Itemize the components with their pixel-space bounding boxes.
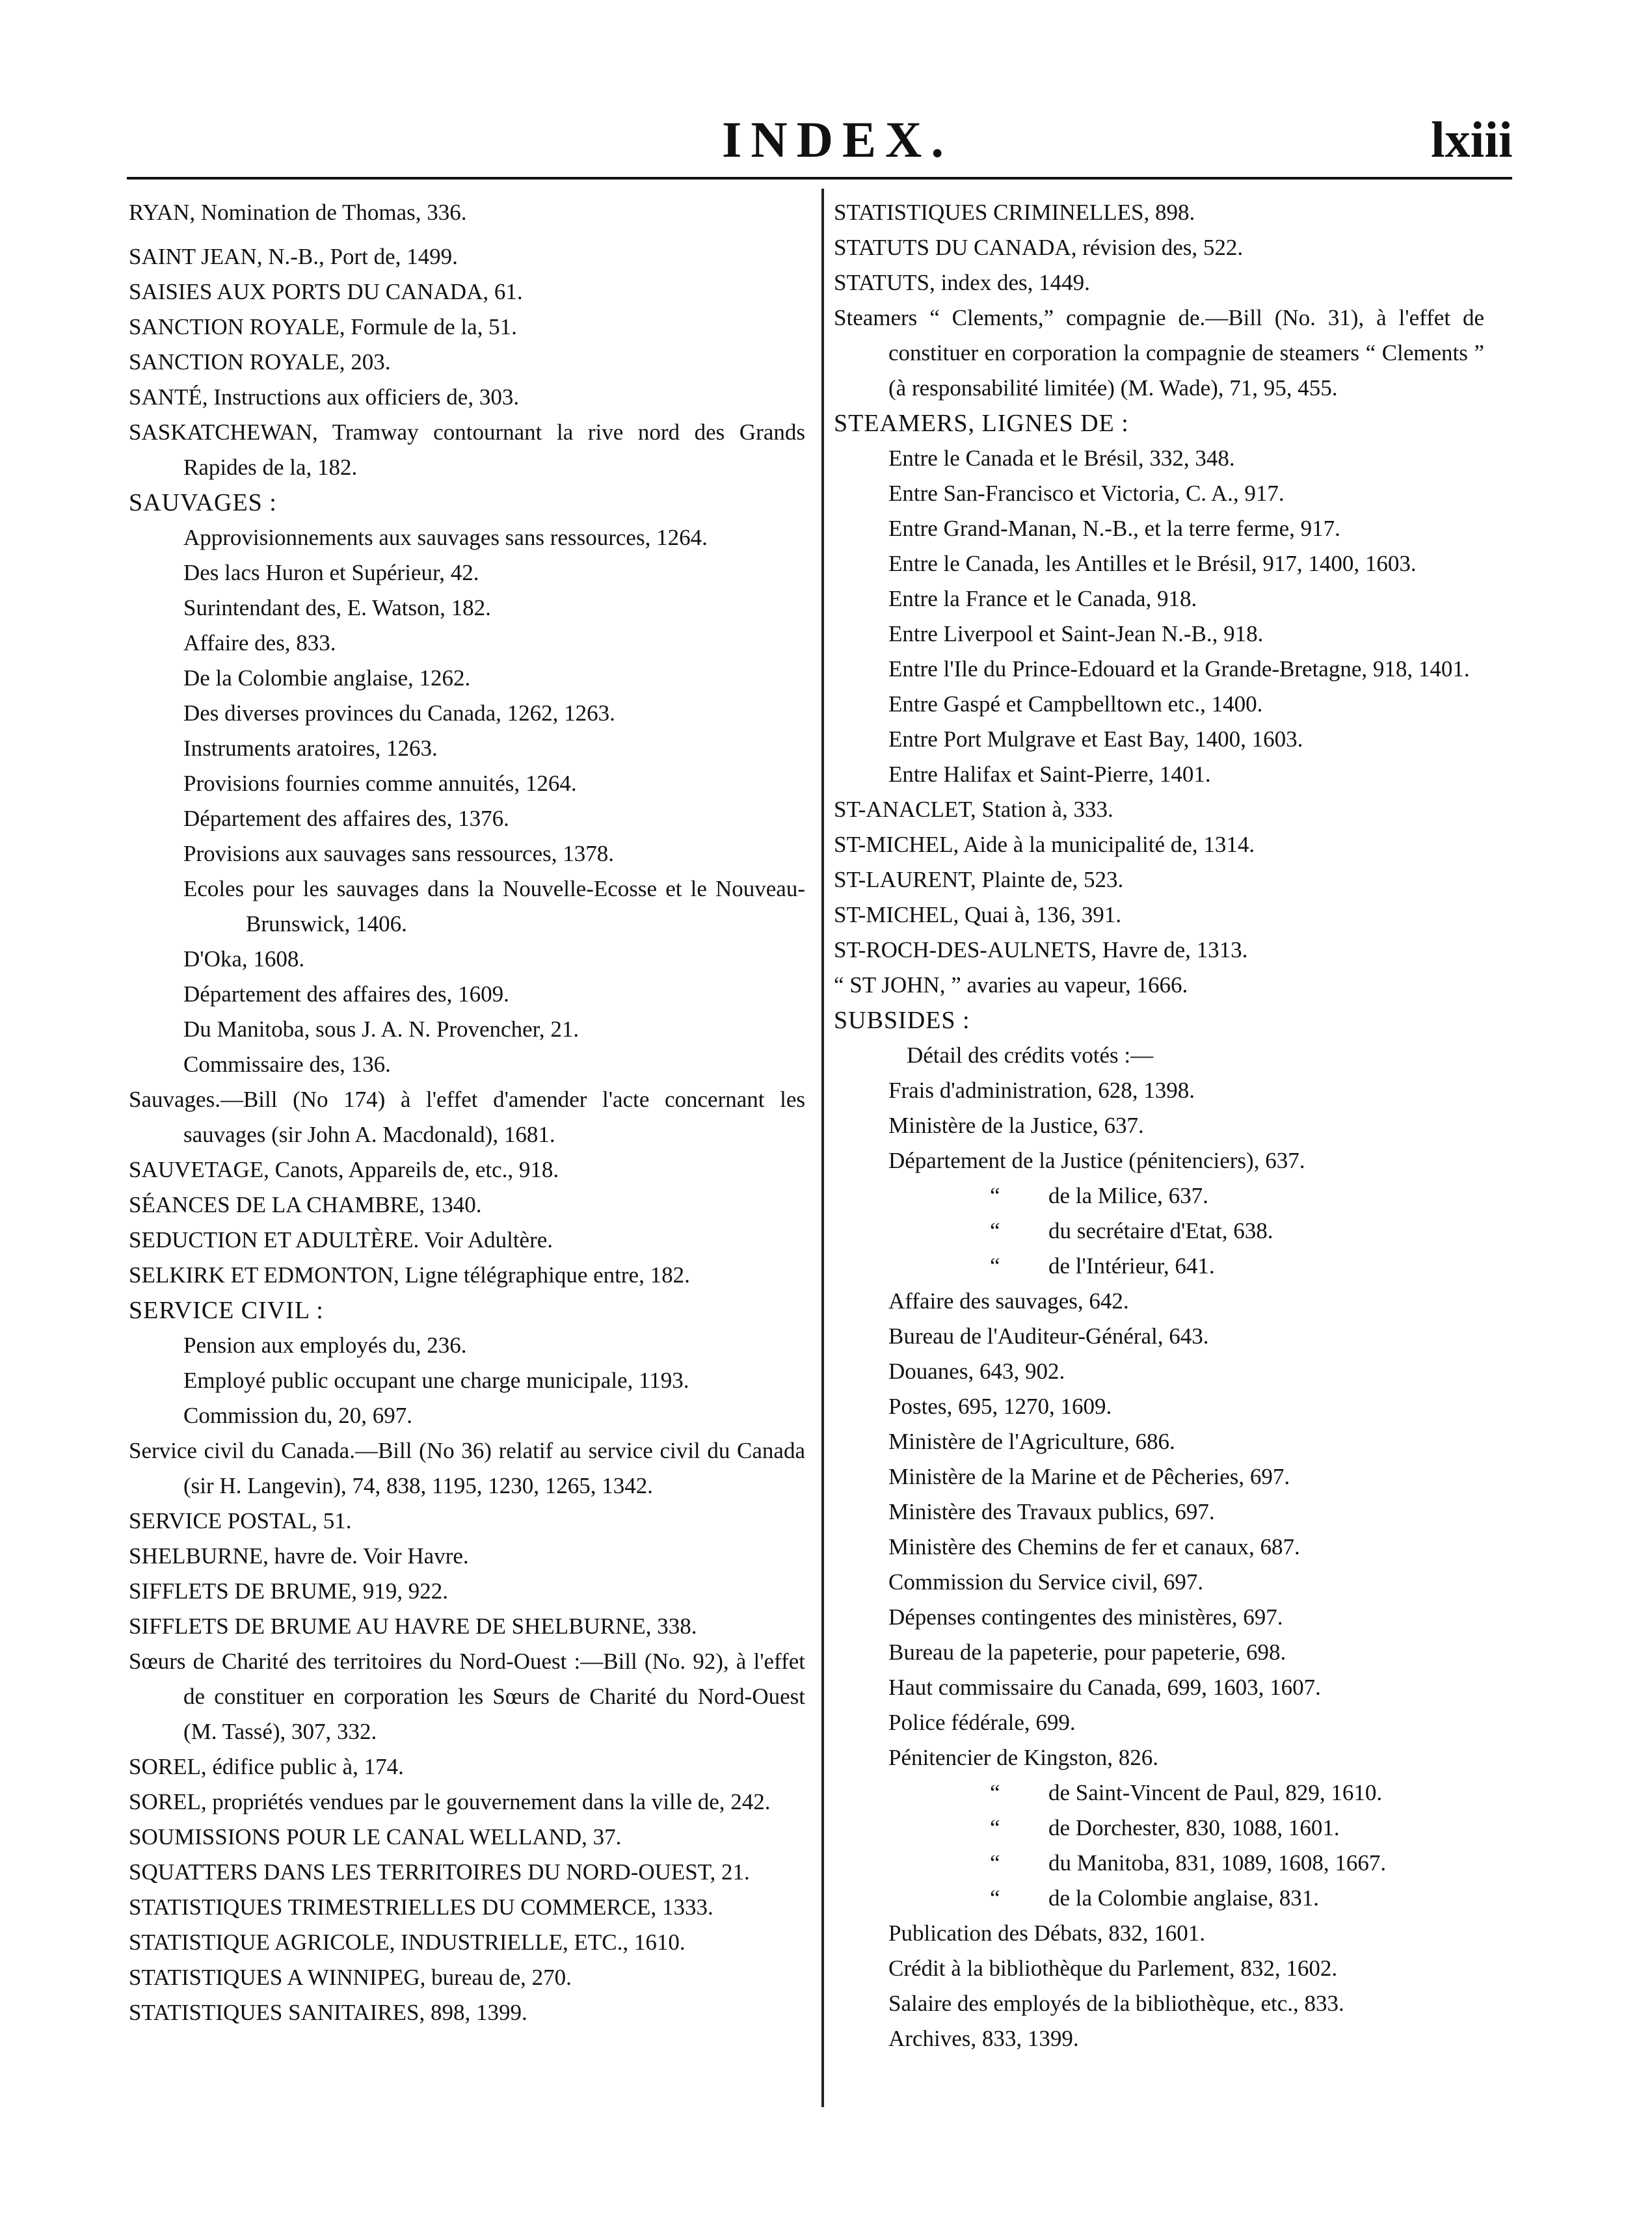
index-entry (129, 1925, 805, 1960)
index-entry (129, 1890, 805, 1925)
index-entry (834, 265, 1484, 300)
index-entry (129, 380, 805, 415)
index-entry (129, 1152, 805, 1188)
index-entry-text: STATISTIQUES A WINNIPEG, bureau de, 270. (129, 1965, 572, 1990)
index-entry-text: Pénitencier de Kingston, 826. (888, 1745, 1159, 1770)
index-entry (834, 617, 1484, 652)
index-entry-text: SAUVAGES : (129, 489, 277, 516)
index-entry (834, 1459, 1484, 1494)
index-entry (834, 1319, 1484, 1354)
index-entry (834, 1530, 1484, 1565)
index-entry (129, 1258, 805, 1293)
index-entry (834, 1249, 1484, 1284)
index-entry-text: ST-ROCH-DES-AULNETS, Havre de, 1313. (834, 937, 1248, 962)
index-entry-text: du Manitoba, 831, 1089, 1608, 1667. (1048, 1850, 1387, 1876)
index-entry-text: Surintendant des, E. Watson, 182. (183, 595, 491, 620)
index-entry (129, 1820, 805, 1855)
index-entry-text: Commission du Service civil, 697. (888, 1569, 1204, 1595)
index-entry (834, 862, 1484, 897)
index-entry (129, 591, 805, 626)
index-entry-text: SIFFLETS DE BRUME AU HAVRE DE SHELBURNE, 338. (129, 1613, 697, 1639)
index-entry-text: Détail des crédits votés :— (907, 1042, 1154, 1068)
index-entry (129, 485, 805, 520)
index-entry (129, 310, 805, 345)
index-entry (834, 1705, 1484, 1740)
index-entry-text: De la Colombie anglaise, 1262. (183, 665, 471, 691)
index-entry-text: Département des affaires des, 1609. (183, 981, 509, 1007)
ditto-mark: “ (990, 1815, 1000, 1840)
index-entry (834, 230, 1484, 265)
index-entry (834, 792, 1484, 827)
index-entry-text: de l'Intérieur, 641. (1048, 1253, 1215, 1279)
index-entry-text: Entre Grand-Manan, N.-B., et la terre ferme, 917. (888, 516, 1340, 541)
index-entry-text: SIFFLETS DE BRUME, 919, 922. (129, 1578, 449, 1604)
index-entry-text: SOREL, édifice public à, 174. (129, 1754, 404, 1779)
page-number: lxiii (1431, 111, 1513, 168)
index-entry (129, 1328, 805, 1363)
index-entry (834, 1670, 1484, 1705)
index-entry (834, 1214, 1484, 1249)
index-entry (834, 1600, 1484, 1635)
index-entry-text: Publication des Débats, 832, 1601. (888, 1920, 1206, 1946)
index-entry-text: Archives, 833, 1399. (888, 2026, 1079, 2051)
index-column-left (129, 195, 805, 2030)
index-entry-text: Provisions fournies comme annuités, 1264. (183, 771, 577, 796)
index-entry (834, 581, 1484, 617)
index-entry-text: Provisions aux sauvages sans ressources, 1378. (183, 841, 614, 866)
index-entry-text: Entre le Canada, les Antilles et le Brésil, 917, 1400, 1603. (888, 551, 1417, 576)
index-entry-text: Pension aux employés du, 236. (183, 1333, 467, 1358)
ditto-mark: “ (990, 1850, 1000, 1876)
index-entry-text: Des diverses provinces du Canada, 1262, 1263. (183, 700, 615, 726)
index-entry (129, 1047, 805, 1082)
column-divider (821, 189, 824, 2107)
index-entry-text: STEAMERS, LIGNES DE : (834, 410, 1129, 437)
index-entry (834, 476, 1484, 511)
index-entry-text: du secrétaire d'Etat, 638. (1048, 1218, 1273, 1243)
index-entry (834, 1635, 1484, 1670)
index-entry (834, 1494, 1484, 1530)
index-entry-text: ST-LAURENT, Plainte de, 523. (834, 867, 1124, 892)
index-entry-text: Haut commissaire du Canada, 699, 1603, 1607. (888, 1675, 1321, 1700)
ditto-mark: “ (990, 1780, 1000, 1805)
index-entry-text: Entre l'Ile du Prince-Edouard et la Grande-Bretagne, 918, 1401. (888, 656, 1470, 682)
index-entry (129, 977, 805, 1012)
index-entry-text: SÉANCES DE LA CHAMBRE, 1340. (129, 1192, 482, 1217)
index-entry (129, 274, 805, 310)
index-entry (129, 1082, 805, 1152)
index-entry-text: Ministère des Chemins de fer et canaux, 687. (888, 1534, 1300, 1560)
index-entry (129, 1855, 805, 1890)
index-entry (834, 1951, 1484, 1986)
index-entry-text: STATISTIQUES CRIMINELLES, 898. (834, 200, 1195, 225)
index-entry-text: Commissaire des, 136. (183, 1052, 391, 1077)
index-entry (129, 801, 805, 836)
index-entry-text: STATUTS DU CANADA, révision des, 522. (834, 235, 1244, 260)
index-entry (834, 195, 1484, 230)
index-entry (129, 661, 805, 696)
index-entry (129, 415, 805, 485)
index-entry-text: Entre Gaspé et Campbelltown etc., 1400. (888, 691, 1263, 717)
index-entry (834, 1389, 1484, 1424)
index-entry-text: SEDUCTION ET ADULTÈRE. Voir Adultère. (129, 1227, 553, 1253)
index-entry (834, 1284, 1484, 1319)
index-entry-text: Ministère de la Marine et de Pêcheries, 697. (888, 1464, 1290, 1489)
index-entry-text: de Saint-Vincent de Paul, 829, 1610. (1048, 1780, 1383, 1805)
index-entry-text: Police fédérale, 699. (888, 1710, 1076, 1735)
index-entry (834, 1846, 1484, 1881)
index-entry (129, 1188, 805, 1223)
index-entry-text: Bureau de la papeterie, pour papeterie, 698. (888, 1640, 1286, 1665)
index-entry-text: SAUVETAGE, Canots, Appareils de, etc., 918. (129, 1157, 559, 1182)
index-entry (129, 1012, 805, 1047)
index-entry (129, 1398, 805, 1433)
index-entry (129, 1433, 805, 1504)
index-entry-text: Entre Liverpool et Saint-Jean N.-B., 918. (888, 621, 1264, 646)
index-entry-text: “ ST JOHN, ” avaries au vapeur, 1666. (834, 972, 1188, 998)
index-entry (834, 652, 1484, 687)
index-entry-text: SOUMISSIONS POUR LE CANAL WELLAND, 37. (129, 1824, 622, 1850)
index-entry-text: Ministère des Travaux publics, 697. (888, 1499, 1215, 1524)
index-entry (834, 511, 1484, 546)
index-entry (129, 1995, 805, 2030)
index-entry-text: Ministère de l'Agriculture, 686. (888, 1429, 1175, 1454)
index-entry (834, 722, 1484, 757)
index-entry (834, 968, 1484, 1003)
index-entry (834, 1038, 1484, 1073)
index-entry (834, 1811, 1484, 1846)
index-entry (834, 1178, 1484, 1214)
index-entry (129, 1609, 805, 1644)
index-entry-text: SASKATCHEWAN, Tramway contournant la rive nord des Grands Rapides de la, 182. (129, 419, 805, 480)
index-entry (834, 1775, 1484, 1811)
index-entry-text: SOREL, propriétés vendues par le gouvernement dans la ville de, 242. (129, 1789, 771, 1814)
index-entry-text: SANCTION ROYALE, Formule de la, 51. (129, 314, 517, 339)
page-header (0, 98, 1652, 169)
index-entry-text: Postes, 695, 1270, 1609. (888, 1394, 1112, 1419)
index-entry-text: Steamers “ Clements,” compagnie de.—Bill (No. 31), à l'effet de constituer en corporation la compagnie de steamers “ Clements ” (à responsabilité limitée) (M. Wade), 71, 95, 455. (834, 305, 1484, 401)
index-entry-text: SAISIES AUX PORTS DU CANADA, 61. (129, 279, 523, 304)
index-entry (129, 345, 805, 380)
ditto-mark: “ (990, 1183, 1000, 1208)
index-entry-text: de Dorchester, 830, 1088, 1601. (1048, 1815, 1340, 1840)
index-entry (129, 766, 805, 801)
index-entry (129, 1644, 805, 1749)
index-entry (129, 1785, 805, 1820)
index-entry-text: Frais d'administration, 628, 1398. (888, 1078, 1195, 1103)
index-entry-text: Entre le Canada et le Brésil, 332, 348. (888, 445, 1235, 471)
index-entry-text: ST-MICHEL, Aide à la municipalité de, 1314. (834, 832, 1255, 857)
index-entry-text: STATISTIQUES TRIMESTRIELLES DU COMMERCE, 1333. (129, 1894, 713, 1920)
index-entry-text: SQUATTERS DANS LES TERRITOIRES DU NORD-OUEST, 21. (129, 1859, 750, 1885)
index-entry-text: Département des affaires des, 1376. (183, 806, 509, 831)
index-entry (834, 933, 1484, 968)
index-entry (129, 1749, 805, 1785)
header-rule (127, 177, 1512, 179)
index-entry-text: Commission du, 20, 697. (183, 1403, 412, 1428)
index-entry (129, 1539, 805, 1574)
index-entry-text: SHELBURNE, havre de. Voir Havre. (129, 1543, 469, 1569)
index-entry (834, 546, 1484, 581)
index-entry (834, 897, 1484, 933)
index-entry-text: Sauvages.—Bill (No 174) à l'effet d'amender l'acte concernant les sauvages (sir John A. Macdonald), 1681. (129, 1087, 805, 1147)
ditto-mark: “ (990, 1885, 1000, 1911)
index-entry-text: Crédit à la bibliothèque du Parlement, 832, 1602. (888, 1956, 1338, 1981)
index-entry-text: Département de la Justice (pénitenciers), 637. (888, 1148, 1305, 1173)
index-entry (834, 1143, 1484, 1178)
index-entry-text: ST-ANACLET, Station à, 333. (834, 797, 1113, 822)
index-entry-text: STATISTIQUES SANITAIRES, 898, 1399. (129, 2000, 527, 2025)
index-entry (129, 1293, 805, 1328)
index-entry-text: RYAN, Nomination de Thomas, 336. (129, 200, 467, 225)
index-entry (834, 1986, 1484, 2021)
index-entry (129, 942, 805, 977)
index-entry-text: Douanes, 643, 902. (888, 1359, 1065, 1384)
index-entry (834, 2021, 1484, 2056)
index-entry-text: de la Milice, 637. (1048, 1183, 1208, 1208)
index-entry (129, 696, 805, 731)
index-entry-text: de la Colombie anglaise, 831. (1048, 1885, 1320, 1911)
index-entry (834, 827, 1484, 862)
index-entry (129, 1223, 805, 1258)
index-entry-text: SERVICE CIVIL : (129, 1297, 324, 1324)
index-entry (834, 1740, 1484, 1775)
index-entry-text: Dépenses contingentes des ministères, 697. (888, 1604, 1283, 1630)
ditto-mark: “ (990, 1253, 1000, 1279)
index-entry-text: Employé public occupant une charge municipale, 1193. (183, 1368, 689, 1393)
index-entry (834, 1354, 1484, 1389)
index-entry (834, 300, 1484, 406)
index-entry-text: Affaire des sauvages, 642. (888, 1288, 1129, 1314)
index-entry-text: Affaire des, 833. (183, 630, 336, 656)
index-entry (834, 1916, 1484, 1951)
index-entry (129, 1363, 805, 1398)
index-entry-text: Du Manitoba, sous J. A. N. Provencher, 21. (183, 1016, 580, 1042)
index-entry (834, 441, 1484, 476)
ditto-mark: “ (990, 1218, 1000, 1243)
index-entry-text: Ministère de la Justice, 637. (888, 1113, 1144, 1138)
index-entry-text: STATISTIQUE AGRICOLE, INDUSTRIELLE, ETC., 1610. (129, 1930, 686, 1955)
index-entry (834, 1565, 1484, 1600)
index-entry (129, 520, 805, 555)
index-entry-text: Instruments aratoires, 1263. (183, 736, 438, 761)
index-entry (129, 836, 805, 871)
index-entry (129, 555, 805, 591)
index-entry (129, 239, 805, 274)
index-entry-text: Approvisionnements aux sauvages sans ressources, 1264. (183, 525, 708, 550)
index-entry-text: SANCTION ROYALE, 203. (129, 349, 391, 375)
page-title: INDEX. (722, 111, 953, 168)
index-entry (129, 1574, 805, 1609)
index-entry-text: Sœurs de Charité des territoires du Nord-Ouest :—Bill (No. 92), à l'effet de constituer en corporation les Sœurs de Charité du Nord-Ouest (M. Tassé), 307, 332. (129, 1649, 805, 1744)
index-entry-text: Salaire des employés de la bibliothèque, etc., 833. (888, 1991, 1344, 2016)
index-entry (834, 1881, 1484, 1916)
index-entry (129, 731, 805, 766)
index-entry-text: SERVICE POSTAL, 51. (129, 1508, 352, 1533)
index-entry (834, 1003, 1484, 1038)
index-entry-text: Bureau de l'Auditeur-Général, 643. (888, 1323, 1209, 1349)
index-entry-text: Des lacs Huron et Supérieur, 42. (183, 560, 479, 585)
index-entry (129, 1504, 805, 1539)
index-entry-text: ST-MICHEL, Quai à, 136, 391. (834, 902, 1122, 927)
index-entry-text: Service civil du Canada.—Bill (No 36) relatif au service civil du Canada (sir H. Langevin), 74, 838, 1195, 1230, 1265, 1342. (129, 1438, 805, 1498)
index-entry-text: Ecoles pour les sauvages dans la Nouvelle-Ecosse et le Nouveau-Brunswick, 1406. (183, 876, 805, 936)
index-column-right (834, 195, 1484, 2056)
index-entry (129, 871, 805, 942)
index-entry-text: D'Oka, 1608. (183, 946, 305, 972)
index-entry-text: SAINT JEAN, N.-B., Port de, 1499. (129, 244, 458, 269)
index-entry-text: SANTÉ, Instructions aux officiers de, 303. (129, 384, 520, 410)
index-entry (834, 757, 1484, 792)
index-entry (129, 1960, 805, 1995)
index-entry (834, 406, 1484, 441)
index-entry-text: Entre San-Francisco et Victoria, C. A., 917. (888, 481, 1285, 506)
index-entry (834, 1073, 1484, 1108)
index-entry (834, 1108, 1484, 1143)
index-entry (129, 626, 805, 661)
index-entry-text: SUBSIDES : (834, 1007, 970, 1034)
index-entry (834, 687, 1484, 722)
index-entry (129, 195, 805, 230)
index-entry-text: SELKIRK ET EDMONTON, Ligne télégraphique entre, 182. (129, 1262, 690, 1288)
index-entry-text: Entre Port Mulgrave et East Bay, 1400, 1603. (888, 726, 1303, 752)
index-entry-text: Entre Halifax et Saint-Pierre, 1401. (888, 762, 1211, 787)
index-entry-text: Entre la France et le Canada, 918. (888, 586, 1197, 611)
index-entry-text: STATUTS, index des, 1449. (834, 270, 1090, 295)
index-entry (834, 1424, 1484, 1459)
